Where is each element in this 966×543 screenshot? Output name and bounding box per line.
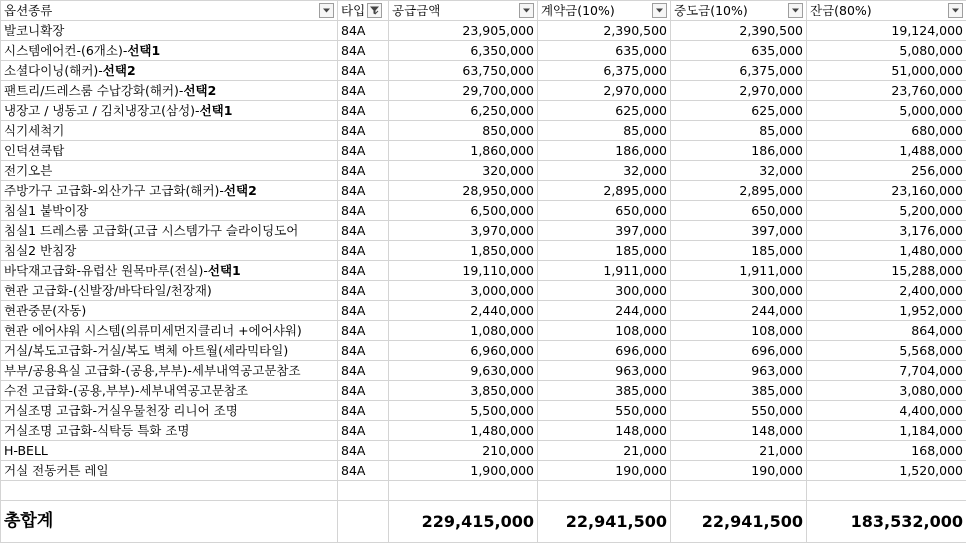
option-name-cell[interactable] bbox=[1, 421, 338, 441]
option-name: 거실조명 고급화-식탁등 특화 조명 bbox=[4, 423, 189, 438]
balance-cell[interactable]: 1,480,000 bbox=[807, 241, 966, 261]
middle-cell[interactable]: 635,000 bbox=[671, 41, 807, 61]
middle-cell[interactable]: 385,000 bbox=[671, 381, 807, 401]
balance-cell[interactable]: 7,704,000 bbox=[807, 361, 966, 381]
contract-cell[interactable]: 625,000 bbox=[538, 101, 671, 121]
empty-cell[interactable] bbox=[538, 481, 671, 501]
table-row bbox=[1, 261, 966, 281]
supply-cell[interactable]: 23,905,000 bbox=[389, 21, 538, 41]
option-name: 현관 고급화-(신발장/바닥타일/천장재) bbox=[4, 283, 212, 298]
table-row bbox=[1, 81, 966, 101]
table-row bbox=[1, 221, 966, 241]
table-row bbox=[1, 281, 966, 301]
contract-cell[interactable]: 32,000 bbox=[538, 161, 671, 181]
empty-row bbox=[1, 481, 966, 501]
column-header-label: 공급금액 bbox=[392, 1, 440, 20]
type-cell[interactable]: 84A bbox=[338, 141, 389, 161]
column-header-label: 잔금(80%) bbox=[810, 1, 872, 20]
supply-cell[interactable]: 6,960,000 bbox=[389, 341, 538, 361]
option-name: 인덕션쿡탑 bbox=[4, 143, 64, 158]
supply-cell[interactable]: 850,000 bbox=[389, 121, 538, 141]
table-row bbox=[1, 181, 966, 201]
grand-total-contract[interactable]: 22,941,500 bbox=[538, 501, 671, 543]
chevron-down-icon bbox=[791, 6, 800, 15]
type-cell[interactable]: 84A bbox=[338, 201, 389, 221]
contract-cell[interactable]: 190,000 bbox=[538, 461, 671, 481]
option-name: 시스템에어컨-(6개소)- bbox=[4, 43, 127, 58]
supply-cell[interactable]: 6,250,000 bbox=[389, 101, 538, 121]
option-name: 냉장고 / 냉동고 / 김치냉장고(삼성)- bbox=[4, 103, 200, 118]
balance-cell[interactable]: 1,952,000 bbox=[807, 301, 966, 321]
contract-cell[interactable]: 385,000 bbox=[538, 381, 671, 401]
middle-cell[interactable]: 108,000 bbox=[671, 321, 807, 341]
option-name: 현관중문(자동) bbox=[4, 303, 86, 318]
option-name: 거실/복도고급화-거실/복도 벽체 아트월(세라믹타일) bbox=[4, 343, 288, 358]
balance-cell[interactable]: 1,184,000 bbox=[807, 421, 966, 441]
type-cell[interactable]: 84A bbox=[338, 401, 389, 421]
middle-cell[interactable]: 21,000 bbox=[671, 441, 807, 461]
supply-cell[interactable]: 1,850,000 bbox=[389, 241, 538, 261]
column-header-label: 중도금(10%) bbox=[674, 1, 748, 20]
type-cell[interactable]: 84A bbox=[338, 281, 389, 301]
option-name-cell[interactable] bbox=[1, 201, 338, 221]
middle-cell[interactable]: 300,000 bbox=[671, 281, 807, 301]
column-header-contract-amount bbox=[538, 1, 671, 21]
contract-cell[interactable]: 148,000 bbox=[538, 421, 671, 441]
supply-cell[interactable]: 19,110,000 bbox=[389, 261, 538, 281]
option-name: 수전 고급화-(공용,부부)-세부내역공고문참조 bbox=[4, 383, 248, 398]
column-header-middle-amount bbox=[671, 1, 807, 21]
supply-cell[interactable]: 1,480,000 bbox=[389, 421, 538, 441]
grand-total-row bbox=[1, 501, 966, 543]
balance-cell[interactable]: 4,400,000 bbox=[807, 401, 966, 421]
supply-cell[interactable]: 320,000 bbox=[389, 161, 538, 181]
balance-cell[interactable]: 1,520,000 bbox=[807, 461, 966, 481]
table-row bbox=[1, 61, 966, 81]
option-name: 팬트리/드레스룸 수납강화(해커)- bbox=[4, 83, 183, 98]
middle-cell[interactable]: 32,000 bbox=[671, 161, 807, 181]
table-row bbox=[1, 321, 966, 341]
type-cell[interactable]: 84A bbox=[338, 41, 389, 61]
contract-cell[interactable]: 21,000 bbox=[538, 441, 671, 461]
table-row bbox=[1, 101, 966, 121]
column-header-label: 계약금(10%) bbox=[541, 1, 615, 20]
contract-cell[interactable]: 1,911,000 bbox=[538, 261, 671, 281]
option-name-cell[interactable] bbox=[1, 301, 338, 321]
balance-cell[interactable]: 168,000 bbox=[807, 441, 966, 461]
empty-cell[interactable] bbox=[338, 481, 389, 501]
option-name-cell[interactable] bbox=[1, 141, 338, 161]
option-name: 침실1 드레스룸 고급화(고급 시스템가구 슬라이딩도어 bbox=[4, 223, 298, 238]
column-dropdown-button[interactable] bbox=[519, 3, 534, 18]
balance-cell[interactable]: 51,000,000 bbox=[807, 61, 966, 81]
table-row bbox=[1, 41, 966, 61]
chevron-down-icon bbox=[951, 6, 960, 15]
middle-cell[interactable]: 2,390,500 bbox=[671, 21, 807, 41]
option-name-cell[interactable] bbox=[1, 241, 338, 261]
column-header-option-type bbox=[1, 1, 338, 21]
type-cell[interactable]: 84A bbox=[338, 221, 389, 241]
filter-icon bbox=[369, 5, 380, 16]
table-row bbox=[1, 141, 966, 161]
type-cell[interactable]: 84A bbox=[338, 181, 389, 201]
option-name: 거실 전동커튼 레일 bbox=[4, 463, 109, 478]
option-choice-label: 선택1 bbox=[200, 103, 233, 118]
option-name: 현관 에어샤워 시스템(의류미세먼지클리너 +에어샤워) bbox=[4, 323, 302, 338]
option-name: 침실1 붙박이장 bbox=[4, 203, 88, 218]
option-choice-label: 선택1 bbox=[208, 263, 241, 278]
supply-cell[interactable]: 5,500,000 bbox=[389, 401, 538, 421]
middle-cell[interactable]: 185,000 bbox=[671, 241, 807, 261]
option-name-cell[interactable] bbox=[1, 261, 338, 281]
contract-cell[interactable]: 650,000 bbox=[538, 201, 671, 221]
table-row bbox=[1, 241, 966, 261]
supply-cell[interactable]: 3,850,000 bbox=[389, 381, 538, 401]
middle-cell[interactable]: 186,000 bbox=[671, 141, 807, 161]
balance-cell[interactable]: 23,760,000 bbox=[807, 81, 966, 101]
supply-cell[interactable]: 3,970,000 bbox=[389, 221, 538, 241]
column-header-type bbox=[338, 1, 389, 21]
option-name-cell[interactable] bbox=[1, 281, 338, 301]
contract-cell[interactable]: 635,000 bbox=[538, 41, 671, 61]
option-name: 발코니확장 bbox=[4, 23, 64, 38]
table-row bbox=[1, 421, 966, 441]
balance-cell[interactable]: 3,080,000 bbox=[807, 381, 966, 401]
option-name-cell[interactable] bbox=[1, 101, 338, 121]
type-cell[interactable]: 84A bbox=[338, 101, 389, 121]
balance-cell[interactable]: 256,000 bbox=[807, 161, 966, 181]
column-dropdown-button[interactable] bbox=[948, 3, 963, 18]
option-name-cell[interactable] bbox=[1, 61, 338, 81]
middle-cell[interactable]: 963,000 bbox=[671, 361, 807, 381]
contract-cell[interactable]: 397,000 bbox=[538, 221, 671, 241]
middle-cell[interactable]: 85,000 bbox=[671, 121, 807, 141]
type-cell[interactable]: 84A bbox=[338, 461, 389, 481]
type-cell[interactable]: 84A bbox=[338, 161, 389, 181]
balance-cell[interactable]: 23,160,000 bbox=[807, 181, 966, 201]
middle-cell[interactable]: 650,000 bbox=[671, 201, 807, 221]
table-row bbox=[1, 121, 966, 141]
empty-cell[interactable] bbox=[389, 481, 538, 501]
balance-cell[interactable]: 864,000 bbox=[807, 321, 966, 341]
type-cell[interactable]: 84A bbox=[338, 381, 389, 401]
contract-cell[interactable]: 963,000 bbox=[538, 361, 671, 381]
option-name: 침실2 반침장 bbox=[4, 243, 76, 258]
middle-cell[interactable]: 2,970,000 bbox=[671, 81, 807, 101]
option-name-cell[interactable] bbox=[1, 161, 338, 181]
option-name: 소셜다이닝(해커)- bbox=[4, 63, 103, 78]
column-header-label: 타입 bbox=[341, 1, 365, 20]
contract-cell[interactable]: 85,000 bbox=[538, 121, 671, 141]
option-name: 주방가구 고급화-외산가구 고급화(해커)- bbox=[4, 183, 224, 198]
type-cell[interactable]: 84A bbox=[338, 301, 389, 321]
middle-cell[interactable]: 550,000 bbox=[671, 401, 807, 421]
middle-cell[interactable]: 397,000 bbox=[671, 221, 807, 241]
balance-cell[interactable]: 2,400,000 bbox=[807, 281, 966, 301]
column-header-supply-amount bbox=[389, 1, 538, 21]
contract-cell[interactable]: 244,000 bbox=[538, 301, 671, 321]
middle-cell[interactable]: 190,000 bbox=[671, 461, 807, 481]
type-cell[interactable]: 84A bbox=[338, 361, 389, 381]
option-choice-label: 선택2 bbox=[224, 183, 257, 198]
middle-cell[interactable]: 148,000 bbox=[671, 421, 807, 441]
table-row bbox=[1, 381, 966, 401]
option-choice-label: 선택2 bbox=[103, 63, 136, 78]
balance-cell[interactable]: 5,568,000 bbox=[807, 341, 966, 361]
option-name-cell[interactable] bbox=[1, 81, 338, 101]
grand-total-middle[interactable]: 22,941,500 bbox=[671, 501, 807, 543]
supply-cell[interactable]: 1,080,000 bbox=[389, 321, 538, 341]
option-name-cell[interactable] bbox=[1, 121, 338, 141]
grand-total-type-cell[interactable] bbox=[338, 501, 389, 543]
contract-cell[interactable]: 2,970,000 bbox=[538, 81, 671, 101]
chevron-down-icon bbox=[522, 6, 531, 15]
grand-total-supply[interactable]: 229,415,000 bbox=[389, 501, 538, 543]
supply-cell[interactable]: 9,630,000 bbox=[389, 361, 538, 381]
grand-total-label[interactable]: 총합계 bbox=[1, 501, 338, 543]
type-cell[interactable]: 84A bbox=[338, 21, 389, 41]
supply-cell[interactable]: 6,500,000 bbox=[389, 201, 538, 221]
option-name-cell[interactable] bbox=[1, 221, 338, 241]
table-row bbox=[1, 301, 966, 321]
chevron-down-icon bbox=[322, 6, 331, 15]
contract-cell[interactable]: 108,000 bbox=[538, 321, 671, 341]
supply-cell[interactable]: 1,860,000 bbox=[389, 141, 538, 161]
balance-cell[interactable]: 3,176,000 bbox=[807, 221, 966, 241]
supply-cell[interactable]: 6,350,000 bbox=[389, 41, 538, 61]
contract-cell[interactable]: 185,000 bbox=[538, 241, 671, 261]
header-row bbox=[1, 1, 966, 21]
option-name-cell[interactable] bbox=[1, 441, 338, 461]
supply-cell[interactable]: 3,000,000 bbox=[389, 281, 538, 301]
table-row bbox=[1, 441, 966, 461]
option-choice-label: 선택2 bbox=[183, 83, 216, 98]
type-cell[interactable]: 84A bbox=[338, 121, 389, 141]
empty-cell[interactable] bbox=[807, 481, 966, 501]
option-name-cell[interactable] bbox=[1, 341, 338, 361]
contract-cell[interactable]: 2,895,000 bbox=[538, 181, 671, 201]
balance-cell[interactable]: 15,288,000 bbox=[807, 261, 966, 281]
filter-dropdown-button[interactable] bbox=[367, 3, 382, 18]
table-row bbox=[1, 341, 966, 361]
middle-cell[interactable]: 696,000 bbox=[671, 341, 807, 361]
supply-cell[interactable]: 63,750,000 bbox=[389, 61, 538, 81]
supply-cell[interactable]: 1,900,000 bbox=[389, 461, 538, 481]
option-name-cell[interactable] bbox=[1, 361, 338, 381]
empty-cell[interactable] bbox=[671, 481, 807, 501]
option-name: H-BELL bbox=[4, 443, 48, 458]
contract-cell[interactable]: 186,000 bbox=[538, 141, 671, 161]
table-row bbox=[1, 401, 966, 421]
balance-cell[interactable]: 5,200,000 bbox=[807, 201, 966, 221]
column-dropdown-button[interactable] bbox=[652, 3, 667, 18]
type-cell[interactable]: 84A bbox=[338, 241, 389, 261]
option-name-cell[interactable] bbox=[1, 181, 338, 201]
balance-cell[interactable]: 680,000 bbox=[807, 121, 966, 141]
middle-cell[interactable]: 244,000 bbox=[671, 301, 807, 321]
option-name: 부부/공용욕실 고급화-(공용,부부)-세부내역공고문참조 bbox=[4, 363, 301, 378]
option-name: 거실조명 고급화-거실우물천장 리니어 조명 bbox=[4, 403, 238, 418]
type-cell[interactable]: 84A bbox=[338, 81, 389, 101]
table-row bbox=[1, 201, 966, 221]
option-name-cell[interactable] bbox=[1, 321, 338, 341]
middle-cell[interactable]: 625,000 bbox=[671, 101, 807, 121]
supply-cell[interactable]: 28,950,000 bbox=[389, 181, 538, 201]
contract-cell[interactable]: 550,000 bbox=[538, 401, 671, 421]
contract-cell[interactable]: 696,000 bbox=[538, 341, 671, 361]
empty-cell[interactable] bbox=[1, 481, 338, 501]
middle-cell[interactable]: 6,375,000 bbox=[671, 61, 807, 81]
type-cell[interactable]: 84A bbox=[338, 421, 389, 441]
column-dropdown-button[interactable] bbox=[319, 3, 334, 18]
type-cell[interactable]: 84A bbox=[338, 321, 389, 341]
column-header-balance-amount bbox=[807, 1, 966, 21]
table-row bbox=[1, 361, 966, 381]
middle-cell[interactable]: 1,911,000 bbox=[671, 261, 807, 281]
option-name: 전기오븐 bbox=[4, 163, 52, 178]
option-name-cell[interactable] bbox=[1, 21, 338, 41]
column-dropdown-button[interactable] bbox=[788, 3, 803, 18]
balance-cell[interactable]: 19,124,000 bbox=[807, 21, 966, 41]
type-cell[interactable]: 84A bbox=[338, 61, 389, 81]
grand-total-balance[interactable]: 183,532,000 bbox=[807, 501, 966, 543]
table-row bbox=[1, 461, 966, 481]
chevron-down-icon bbox=[655, 6, 664, 15]
contract-cell[interactable]: 6,375,000 bbox=[538, 61, 671, 81]
balance-cell[interactable]: 5,080,000 bbox=[807, 41, 966, 61]
type-cell[interactable]: 84A bbox=[338, 261, 389, 281]
column-header-label: 옵션종류 bbox=[4, 1, 52, 20]
supply-cell[interactable]: 210,000 bbox=[389, 441, 538, 461]
option-name-cell[interactable] bbox=[1, 401, 338, 421]
table-row bbox=[1, 161, 966, 181]
option-name-cell[interactable] bbox=[1, 41, 338, 61]
supply-cell[interactable]: 29,700,000 bbox=[389, 81, 538, 101]
option-choice-label: 선택1 bbox=[127, 43, 160, 58]
balance-cell[interactable]: 5,000,000 bbox=[807, 101, 966, 121]
option-name-cell[interactable] bbox=[1, 381, 338, 401]
option-name: 식기세척기 bbox=[4, 123, 64, 138]
type-cell[interactable]: 84A bbox=[338, 441, 389, 461]
balance-cell[interactable]: 1,488,000 bbox=[807, 141, 966, 161]
type-cell[interactable]: 84A bbox=[338, 341, 389, 361]
option-name: 바닥재고급화-유럽산 원목마루(전실)- bbox=[4, 263, 208, 278]
supply-cell[interactable]: 2,440,000 bbox=[389, 301, 538, 321]
option-name-cell[interactable] bbox=[1, 461, 338, 481]
contract-cell[interactable]: 300,000 bbox=[538, 281, 671, 301]
contract-cell[interactable]: 2,390,500 bbox=[538, 21, 671, 41]
middle-cell[interactable]: 2,895,000 bbox=[671, 181, 807, 201]
table-row bbox=[1, 21, 966, 41]
